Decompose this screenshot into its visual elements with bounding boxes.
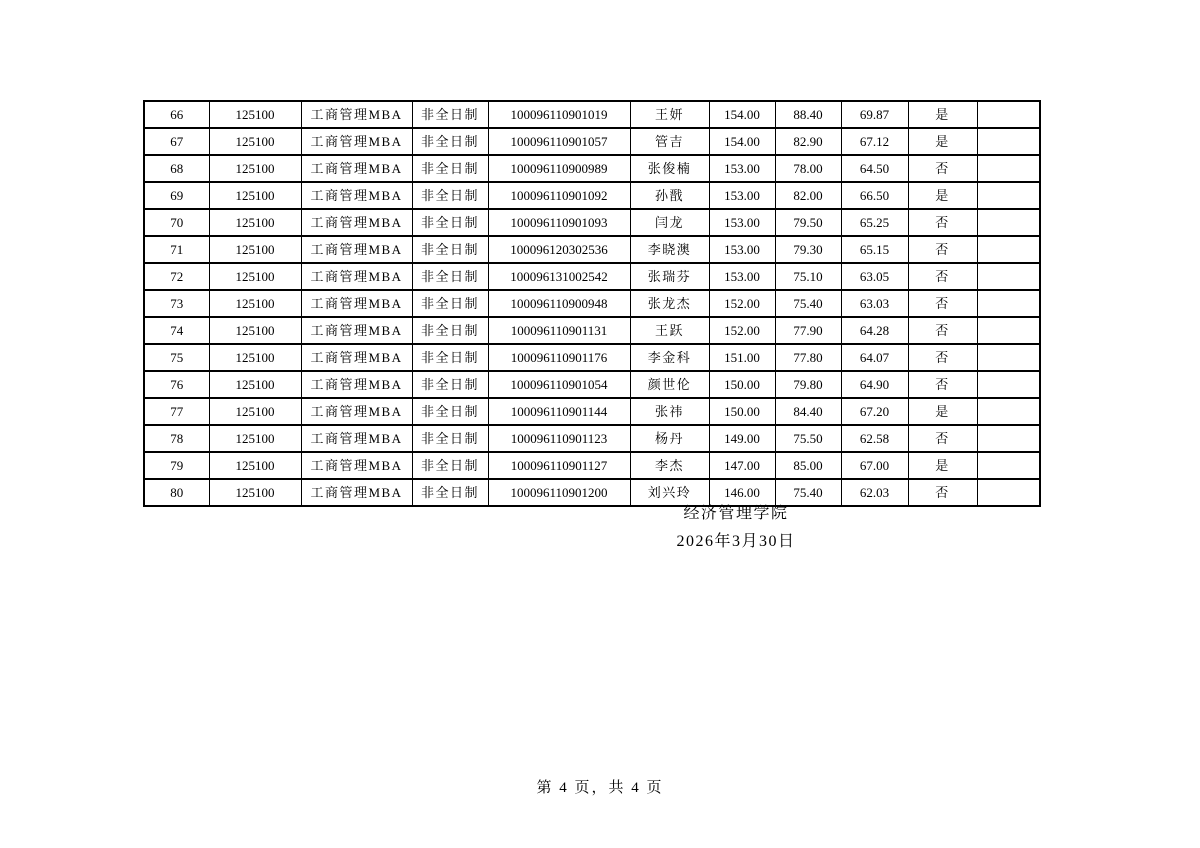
table-row xyxy=(144,317,1040,344)
cell-score2: 75.10 xyxy=(775,263,841,290)
cell-major: 工商管理MBA xyxy=(301,128,412,155)
cell-code: 125100 xyxy=(209,128,301,155)
signature-block xyxy=(600,500,872,556)
signature-date: 2026年3月30日 xyxy=(676,533,796,550)
cell-score2: 79.50 xyxy=(775,209,841,236)
cell-total: 62.03 xyxy=(841,479,908,506)
cell-name: 张瑞芬 xyxy=(630,263,709,290)
cell-name: 王妍 xyxy=(630,101,709,128)
table-row xyxy=(144,479,1040,506)
cell-major: 工商管理MBA xyxy=(301,479,412,506)
cell-code: 125100 xyxy=(209,209,301,236)
table-row xyxy=(144,398,1040,425)
cell-name: 李晓澳 xyxy=(630,236,709,263)
cell-no: 69 xyxy=(144,182,209,209)
cell-score1: 153.00 xyxy=(709,155,775,182)
cell-total: 64.28 xyxy=(841,317,908,344)
cell-score1: 149.00 xyxy=(709,425,775,452)
cell-score2: 88.40 xyxy=(775,101,841,128)
cell-exam_no: 100096110901176 xyxy=(488,344,630,371)
cell-remark xyxy=(977,371,1040,398)
cell-remark xyxy=(977,398,1040,425)
cell-mode: 非全日制 xyxy=(412,344,488,371)
cell-admitted: 是 xyxy=(908,398,977,425)
cell-mode: 非全日制 xyxy=(412,182,488,209)
cell-admitted: 否 xyxy=(908,155,977,182)
cell-code: 125100 xyxy=(209,479,301,506)
cell-exam_no: 100096110901131 xyxy=(488,317,630,344)
cell-remark xyxy=(977,155,1040,182)
cell-mode: 非全日制 xyxy=(412,236,488,263)
cell-major: 工商管理MBA xyxy=(301,290,412,317)
cell-no: 79 xyxy=(144,452,209,479)
cell-total: 67.12 xyxy=(841,128,908,155)
cell-major: 工商管理MBA xyxy=(301,398,412,425)
cell-code: 125100 xyxy=(209,371,301,398)
cell-code: 125100 xyxy=(209,236,301,263)
cell-code: 125100 xyxy=(209,182,301,209)
cell-score2: 85.00 xyxy=(775,452,841,479)
cell-remark xyxy=(977,290,1040,317)
cell-score2: 82.00 xyxy=(775,182,841,209)
cell-exam_no: 100096110900989 xyxy=(488,155,630,182)
cell-exam_no: 100096110901092 xyxy=(488,182,630,209)
cell-total: 62.58 xyxy=(841,425,908,452)
cell-score2: 75.40 xyxy=(775,479,841,506)
cell-score1: 152.00 xyxy=(709,290,775,317)
cell-score2: 75.40 xyxy=(775,290,841,317)
cell-remark xyxy=(977,182,1040,209)
cell-exam_no: 100096110900948 xyxy=(488,290,630,317)
cell-code: 125100 xyxy=(209,398,301,425)
cell-total: 63.05 xyxy=(841,263,908,290)
cell-major: 工商管理MBA xyxy=(301,263,412,290)
cell-admitted: 是 xyxy=(908,182,977,209)
cell-no: 70 xyxy=(144,209,209,236)
cell-total: 69.87 xyxy=(841,101,908,128)
cell-no: 66 xyxy=(144,101,209,128)
table-row xyxy=(144,344,1040,371)
table-row xyxy=(144,128,1040,155)
cell-name: 管吉 xyxy=(630,128,709,155)
cell-code: 125100 xyxy=(209,452,301,479)
cell-admitted: 是 xyxy=(908,128,977,155)
cell-admitted: 是 xyxy=(908,452,977,479)
cell-admitted: 是 xyxy=(908,101,977,128)
cell-score1: 154.00 xyxy=(709,101,775,128)
cell-remark xyxy=(977,236,1040,263)
cell-admitted: 否 xyxy=(908,425,977,452)
cell-remark xyxy=(977,263,1040,290)
cell-score2: 84.40 xyxy=(775,398,841,425)
cell-name: 闫龙 xyxy=(630,209,709,236)
cell-mode: 非全日制 xyxy=(412,209,488,236)
cell-exam_no: 100096131002542 xyxy=(488,263,630,290)
cell-exam_no: 100096110901019 xyxy=(488,101,630,128)
cell-remark xyxy=(977,479,1040,506)
cell-major: 工商管理MBA xyxy=(301,371,412,398)
table-row xyxy=(144,155,1040,182)
cell-remark xyxy=(977,317,1040,344)
cell-mode: 非全日制 xyxy=(412,263,488,290)
cell-score2: 77.90 xyxy=(775,317,841,344)
cell-remark xyxy=(977,128,1040,155)
cell-mode: 非全日制 xyxy=(412,317,488,344)
cell-name: 孙戬 xyxy=(630,182,709,209)
cell-score1: 153.00 xyxy=(709,182,775,209)
cell-major: 工商管理MBA xyxy=(301,155,412,182)
cell-major: 工商管理MBA xyxy=(301,317,412,344)
cell-major: 工商管理MBA xyxy=(301,236,412,263)
cell-exam_no: 100096120302536 xyxy=(488,236,630,263)
cell-major: 工商管理MBA xyxy=(301,344,412,371)
cell-score1: 153.00 xyxy=(709,209,775,236)
cell-mode: 非全日制 xyxy=(412,155,488,182)
cell-exam_no: 100096110901123 xyxy=(488,425,630,452)
cell-mode: 非全日制 xyxy=(412,398,488,425)
cell-no: 71 xyxy=(144,236,209,263)
cell-total: 67.20 xyxy=(841,398,908,425)
cell-score1: 153.00 xyxy=(709,263,775,290)
cell-remark xyxy=(977,452,1040,479)
table-row xyxy=(144,425,1040,452)
cell-major: 工商管理MBA xyxy=(301,425,412,452)
cell-total: 63.03 xyxy=(841,290,908,317)
cell-admitted: 否 xyxy=(908,371,977,398)
cell-admitted: 否 xyxy=(908,344,977,371)
table-row xyxy=(144,101,1040,128)
cell-name: 王跃 xyxy=(630,317,709,344)
cell-name: 张龙杰 xyxy=(630,290,709,317)
cell-remark xyxy=(977,344,1040,371)
cell-exam_no: 100096110901200 xyxy=(488,479,630,506)
table-row xyxy=(144,263,1040,290)
cell-major: 工商管理MBA xyxy=(301,452,412,479)
cell-score2: 82.90 xyxy=(775,128,841,155)
cell-name: 张祎 xyxy=(630,398,709,425)
cell-exam_no: 100096110901127 xyxy=(488,452,630,479)
cell-admitted: 否 xyxy=(908,209,977,236)
cell-no: 76 xyxy=(144,371,209,398)
cell-name: 李杰 xyxy=(630,452,709,479)
cell-remark xyxy=(977,101,1040,128)
cell-score1: 146.00 xyxy=(709,479,775,506)
cell-no: 72 xyxy=(144,263,209,290)
cell-exam_no: 100096110901054 xyxy=(488,371,630,398)
admission-table xyxy=(143,100,1041,507)
cell-code: 125100 xyxy=(209,263,301,290)
cell-total: 65.15 xyxy=(841,236,908,263)
cell-no: 73 xyxy=(144,290,209,317)
cell-score2: 75.50 xyxy=(775,425,841,452)
cell-code: 125100 xyxy=(209,425,301,452)
cell-mode: 非全日制 xyxy=(412,479,488,506)
cell-score1: 147.00 xyxy=(709,452,775,479)
cell-mode: 非全日制 xyxy=(412,128,488,155)
admission-table-body xyxy=(144,101,1040,506)
cell-name: 李金科 xyxy=(630,344,709,371)
cell-score2: 79.30 xyxy=(775,236,841,263)
cell-admitted: 否 xyxy=(908,290,977,317)
cell-score2: 78.00 xyxy=(775,155,841,182)
cell-score1: 152.00 xyxy=(709,317,775,344)
cell-score1: 154.00 xyxy=(709,128,775,155)
cell-admitted: 否 xyxy=(908,317,977,344)
cell-remark xyxy=(977,209,1040,236)
cell-mode: 非全日制 xyxy=(412,452,488,479)
cell-exam_no: 100096110901093 xyxy=(488,209,630,236)
cell-mode: 非全日制 xyxy=(412,101,488,128)
signature-org: 经济管理学院 xyxy=(683,505,789,522)
cell-mode: 非全日制 xyxy=(412,290,488,317)
cell-admitted: 否 xyxy=(908,263,977,290)
cell-admitted: 否 xyxy=(908,479,977,506)
cell-no: 74 xyxy=(144,317,209,344)
table-row xyxy=(144,209,1040,236)
cell-exam_no: 100096110901144 xyxy=(488,398,630,425)
cell-score2: 77.80 xyxy=(775,344,841,371)
cell-remark xyxy=(977,425,1040,452)
cell-score1: 151.00 xyxy=(709,344,775,371)
cell-major: 工商管理MBA xyxy=(301,182,412,209)
cell-score2: 79.80 xyxy=(775,371,841,398)
cell-total: 64.90 xyxy=(841,371,908,398)
cell-major: 工商管理MBA xyxy=(301,209,412,236)
cell-name: 颜世伦 xyxy=(630,371,709,398)
cell-exam_no: 100096110901057 xyxy=(488,128,630,155)
cell-total: 65.25 xyxy=(841,209,908,236)
table-row xyxy=(144,290,1040,317)
cell-name: 张俊楠 xyxy=(630,155,709,182)
cell-no: 75 xyxy=(144,344,209,371)
cell-no: 80 xyxy=(144,479,209,506)
cell-mode: 非全日制 xyxy=(412,425,488,452)
cell-total: 64.07 xyxy=(841,344,908,371)
cell-code: 125100 xyxy=(209,290,301,317)
cell-code: 125100 xyxy=(209,317,301,344)
page-number-footer: 第 4 页，共 4 页 xyxy=(536,780,664,796)
cell-major: 工商管理MBA xyxy=(301,101,412,128)
cell-total: 66.50 xyxy=(841,182,908,209)
cell-no: 68 xyxy=(144,155,209,182)
cell-mode: 非全日制 xyxy=(412,371,488,398)
cell-score1: 153.00 xyxy=(709,236,775,263)
table-row xyxy=(144,452,1040,479)
cell-name: 杨丹 xyxy=(630,425,709,452)
cell-no: 77 xyxy=(144,398,209,425)
table-row xyxy=(144,371,1040,398)
cell-score1: 150.00 xyxy=(709,371,775,398)
cell-code: 125100 xyxy=(209,101,301,128)
cell-no: 67 xyxy=(144,128,209,155)
cell-no: 78 xyxy=(144,425,209,452)
cell-admitted: 否 xyxy=(908,236,977,263)
cell-code: 125100 xyxy=(209,344,301,371)
cell-score1: 150.00 xyxy=(709,398,775,425)
cell-total: 67.00 xyxy=(841,452,908,479)
cell-code: 125100 xyxy=(209,155,301,182)
table-row xyxy=(144,236,1040,263)
cell-total: 64.50 xyxy=(841,155,908,182)
table-row xyxy=(144,182,1040,209)
cell-name: 刘兴玲 xyxy=(630,479,709,506)
